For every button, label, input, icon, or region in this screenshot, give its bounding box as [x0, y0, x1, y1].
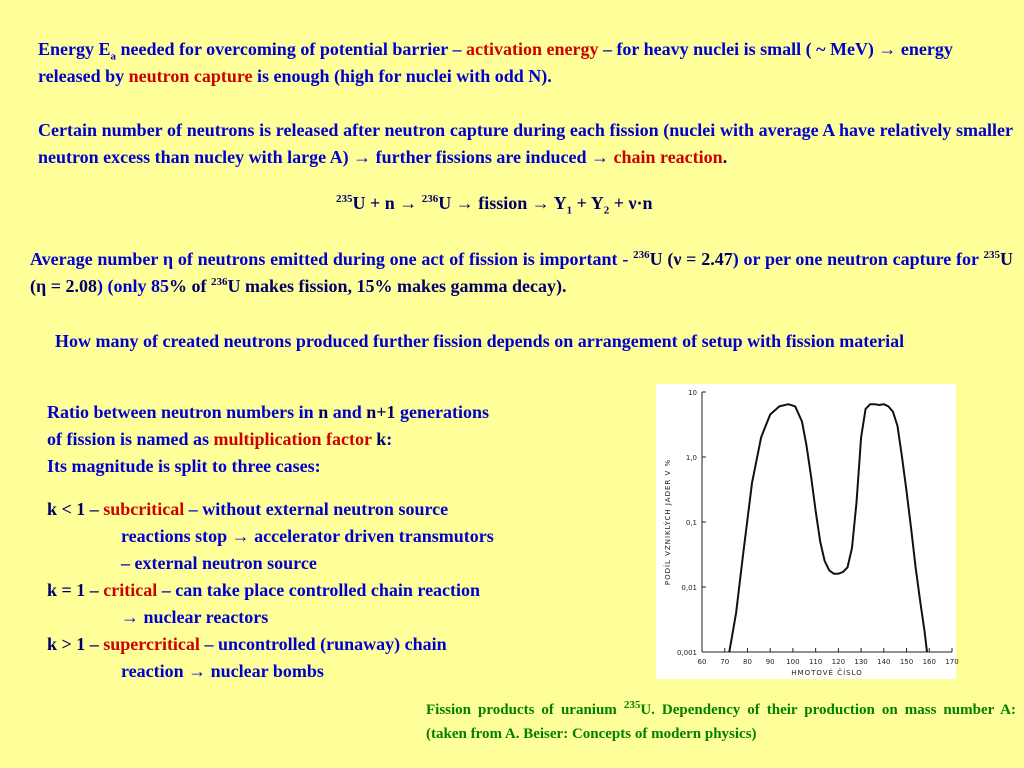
highlight-supercritical: supercritical — [103, 634, 200, 654]
x-tick-label: 60 — [697, 658, 707, 666]
text: + Y — [572, 193, 604, 213]
paragraph-average-neutrons — [30, 246, 1013, 300]
y-tick-label: 0,1 — [685, 519, 697, 527]
y-tick-label: 0,001 — [676, 649, 697, 657]
text: Certain number of neutrons is released after neutron capture during each fission (nuclei with average A have relatively smaller neutron excess than nucley with large A) → further fissions are induced → — [38, 120, 1013, 167]
text: needed for overcoming of potential barrier – — [116, 39, 466, 59]
text: U makes fission, 15 — [227, 276, 375, 296]
text: ) (only 85 — [96, 276, 169, 296]
text: – — [85, 634, 104, 654]
text: – for heavy nuclei is small ( ~ MeV) → energy released by — [38, 39, 953, 86]
text: + ν·n — [609, 193, 653, 213]
text: U → fission → Y — [438, 193, 567, 213]
text: → nuclear reactors — [121, 607, 269, 627]
text: % makes gamma decay). — [374, 276, 567, 296]
paragraph-arrangement — [55, 328, 1013, 355]
x-tick-label: 160 — [922, 658, 936, 666]
text: n — [318, 402, 329, 422]
x-tick-label: 70 — [720, 658, 730, 666]
subscript: 1 — [566, 204, 573, 217]
highlight-chain-reaction: chain reaction — [613, 147, 723, 167]
text: Fission products of uranium — [426, 702, 624, 718]
y-axis-label: PODÍL VZNIKLÝCH JADER V % — [664, 458, 672, 586]
text: Average number η of neutrons emitted during one act of fission is important - — [30, 249, 634, 269]
text: – can take place controlled chain reaction — [157, 580, 481, 600]
superscript: 236 — [633, 249, 650, 261]
figure-caption — [426, 698, 1016, 746]
text: k = 1 — [47, 580, 86, 600]
superscript: 235 — [983, 249, 1000, 261]
x-tick-label: 80 — [742, 658, 752, 666]
yield-curve — [729, 404, 927, 652]
text: n+1 — [366, 402, 396, 422]
x-tick-label: 130 — [854, 658, 868, 666]
subscript: a — [110, 50, 117, 63]
fission-yield-chart — [656, 384, 959, 679]
highlight-neutron-capture: neutron capture — [128, 66, 253, 86]
x-tick-label: 100 — [786, 658, 800, 666]
y-tick-label: 1,0 — [685, 454, 697, 462]
subscript: 2 — [603, 204, 610, 217]
x-tick-label: 90 — [765, 658, 775, 666]
highlight-critical: critical — [103, 580, 158, 600]
text: – uncontrolled (runaway) chain — [199, 634, 447, 654]
y-tick-label: 10 — [688, 389, 697, 397]
x-axis-label: HMOTOVÉ ČÍSLO — [791, 669, 863, 677]
text: reaction → nuclear bombs — [121, 661, 324, 681]
text: k < 1 — [47, 499, 86, 519]
paragraph-chain-reaction — [38, 117, 1013, 171]
fission-yield-figure — [656, 384, 959, 679]
text: U. Dependency of their production on mass number A: (taken from A. Beiser: Concepts of modern physics) — [426, 702, 1016, 742]
text: – — [85, 580, 104, 600]
text: – without external neutron source — [184, 499, 449, 519]
text: Its magnitude is split to three cases: — [47, 456, 321, 476]
paragraph-multiplication-factor — [47, 399, 647, 480]
text: % of — [168, 276, 211, 296]
text: – — [85, 499, 104, 519]
text: U (η = 2.08 — [30, 249, 1013, 296]
x-tick-label: 110 — [808, 658, 823, 666]
text: . — [722, 147, 728, 167]
text: reactions stop → accelerator driven transmutors — [121, 526, 494, 546]
fission-equation — [336, 190, 653, 217]
text: ) or per one neutron capture for — [732, 249, 984, 269]
text: Energy E — [38, 39, 111, 59]
highlight-multiplication-factor: multiplication factor — [213, 429, 372, 449]
text: is enough (high for nuclei with odd N). — [252, 66, 552, 86]
y-tick-label: 0,01 — [681, 584, 697, 592]
highlight-subcritical: subcritical — [103, 499, 185, 519]
text: U + n → — [352, 193, 422, 213]
text: How many of created neutrons produced further fission depends on arrangement of setup with fission material — [55, 331, 905, 351]
x-tick-label: 170 — [945, 658, 959, 666]
text: : — [386, 429, 393, 449]
text: k > 1 — [47, 634, 86, 654]
superscript: 235 — [623, 699, 641, 711]
text: generations — [395, 402, 490, 422]
paragraph-activation-energy — [38, 36, 978, 90]
x-tick-label: 140 — [877, 658, 891, 666]
superscript: 236 — [421, 193, 439, 205]
x-tick-label: 150 — [899, 658, 914, 666]
text: – external neutron source — [121, 553, 317, 573]
x-tick-label: 120 — [831, 658, 846, 666]
text: U (ν = 2.47 — [649, 249, 733, 269]
k-cases-list — [47, 496, 647, 685]
superscript: 235 — [336, 193, 353, 205]
text: Ratio between neutron numbers in — [47, 402, 319, 422]
text: of fission is named as — [47, 429, 214, 449]
highlight-activation-energy: activation energy — [465, 39, 599, 59]
text: and — [328, 402, 367, 422]
text: k — [376, 429, 387, 449]
superscript: 236 — [210, 276, 228, 288]
